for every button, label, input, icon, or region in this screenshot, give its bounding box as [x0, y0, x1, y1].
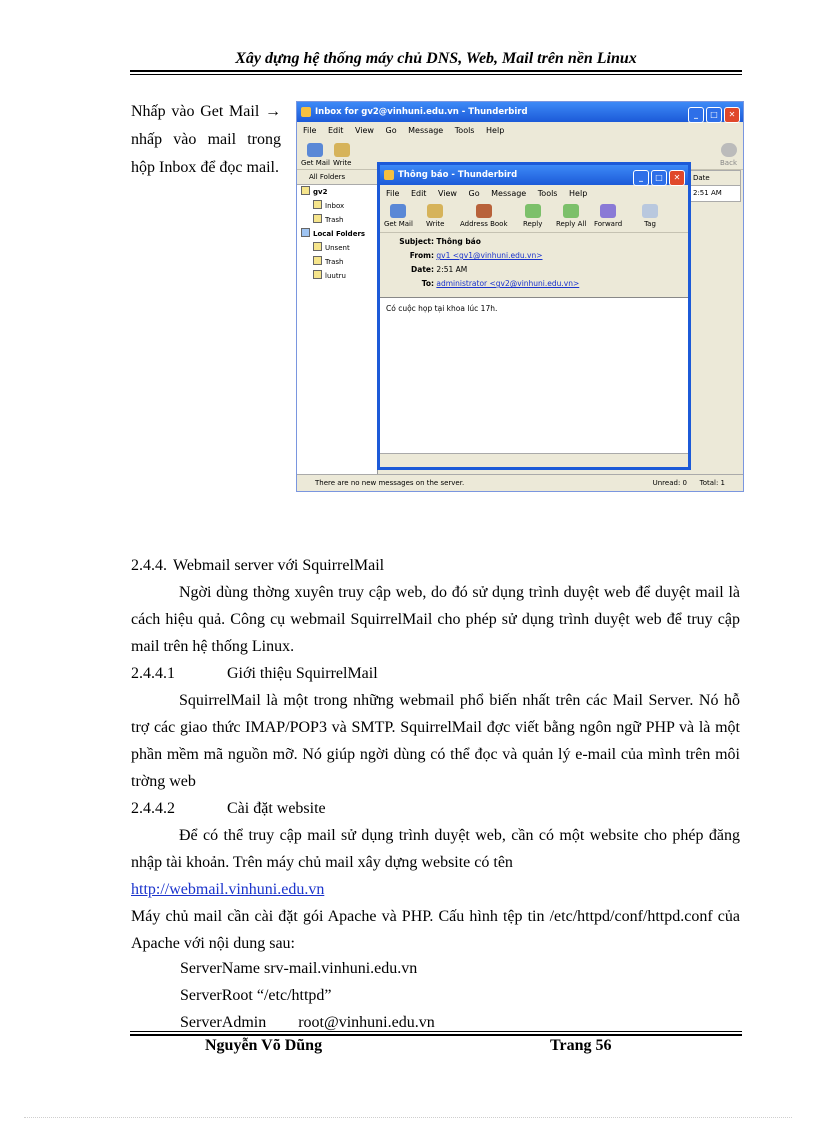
write-button[interactable]: Write [426, 204, 444, 228]
config-line-serveradmin: ServerAdmin root@vinhuni.edu.vn [180, 1014, 435, 1031]
get-mail-button[interactable]: Get Mail [384, 204, 413, 228]
reply-all-button[interactable]: Reply All [556, 204, 586, 228]
sub2-heading: 2.4.4.2 Cài đặt website [131, 800, 326, 817]
menu-edit[interactable]: Edit [410, 189, 427, 198]
subject-row: Subject: Thông báo [399, 237, 481, 246]
footer-author: Nguyễn Võ Dũng [205, 1037, 323, 1054]
menu-help[interactable]: Help [569, 189, 588, 198]
get-mail-icon [390, 204, 406, 218]
write-button[interactable]: Write [333, 143, 351, 167]
section-heading: 2.4.4. Webmail server với SquirrelMail [131, 557, 385, 574]
tag-button[interactable]: Tag [642, 204, 658, 228]
folder-inbox[interactable]: Inbox [297, 199, 377, 213]
sub2-paragraph2: Máy chủ mail cần cài đặt gói Apache và PHP. Cấu hình tệp tin /etc/httpd/conf/httpd.conf của Apache với nội dung sau: [131, 908, 740, 952]
footer-rule [130, 1031, 742, 1032]
forward-button[interactable]: Forward [594, 204, 622, 228]
webmail-link[interactable]: http://webmail.vinhuni.edu.vn [131, 881, 325, 898]
sub2-paragraph: Để có thể truy cập mail sử dụng trình duyệt web, cần có một website cho phép đăng nhập tài khoản. Trên máy chủ mail xây dựng website có tên [131, 827, 740, 871]
footer-page-number: Trang 56 [550, 1037, 612, 1054]
from-row: From: gv1 <gv1@vinhuni.edu.vn> [409, 251, 543, 260]
minimize-icon[interactable]: _ [688, 107, 704, 123]
menu-file[interactable]: File [386, 189, 400, 198]
message-window [377, 162, 691, 470]
folder-local-trash[interactable]: Trash [297, 255, 377, 269]
reply-button[interactable]: Reply [523, 204, 542, 228]
subject-value: Thông báo [436, 237, 481, 246]
get-mail-button[interactable]: Get Mail [301, 143, 330, 167]
from-link[interactable]: gv1 <gv1@vinhuni.edu.vn> [436, 251, 543, 260]
sub1-paragraph: SquirrelMail là một trong những webmail phổ biến nhất trên các Mail Server. Nó hỗ trợ các giao thức IMAP/POP3 và SMTP. SquirrelMail đợc viết bằng ngôn ngữ PHP và là một phần mềm mã nguồn mỡ. Nó giúp ngời dùng có thể đọc và quản lý e-mail của mình trên môi trờng web [131, 692, 740, 790]
webmail-link-line [131, 876, 740, 903]
menu-file[interactable]: File [303, 126, 317, 135]
folder-pane [297, 170, 378, 475]
thunderbird-screenshot [296, 101, 744, 492]
forward-icon [600, 204, 616, 218]
reply-all-icon [563, 204, 579, 218]
address-book-button[interactable]: Address Book [460, 204, 508, 228]
write-icon [334, 143, 350, 157]
maximize-icon[interactable]: □ [706, 107, 722, 123]
menu-view[interactable]: View [437, 189, 457, 198]
inner-status-bar [380, 453, 688, 467]
reply-icon [525, 204, 541, 218]
folder-gv2[interactable]: gv2 [297, 185, 377, 199]
date-cell: 2:51 AM [693, 189, 722, 197]
inner-title-bar [380, 165, 688, 185]
unread-count: Unread: 0 [652, 479, 687, 487]
menu-go[interactable]: Go [385, 126, 397, 135]
back-icon [721, 143, 737, 157]
menu-tools[interactable]: Tools [537, 189, 558, 198]
message-headers [380, 233, 688, 298]
menu-message[interactable]: Message [408, 126, 444, 135]
menu-tools[interactable]: Tools [454, 126, 475, 135]
close-icon[interactable]: ✕ [724, 107, 740, 123]
sub1-heading: 2.4.4.1 Giới thiệu SquirrelMail [131, 665, 378, 682]
config-line-servername: ServerName srv-mail.vinhuni.edu.vn [180, 960, 418, 977]
date-column-header[interactable]: Date [690, 171, 740, 186]
to-link[interactable]: administrator <gv2@vinhuni.edu.vn> [436, 279, 580, 288]
inner-menu-bar [380, 187, 688, 201]
outer-menu-bar [297, 124, 743, 138]
message-list-date-column [689, 170, 741, 202]
to-row: To: administrator <gv2@vinhuni.edu.vn> [421, 279, 580, 288]
outer-status-bar [297, 474, 743, 491]
header-rule [130, 70, 742, 72]
outer-title-bar [297, 102, 743, 122]
section-paragraph: Ngời dùng thờng xuyên truy cập web, do đó sử dụng trình duyệt web để duyệt mail là cách hiệu quả. Công cụ webmail SquirrelMail cho phép sử dụng trình duyệt web để truy cập mail trên hệ thống Linux. [131, 584, 740, 655]
outer-window-title: Inbox for gv2@vinhuni.edu.vn - Thunderbird [315, 107, 528, 117]
page-bottom-dotted-line [24, 1117, 792, 1118]
date-row: Date: 2:51 AM [411, 265, 468, 274]
address-book-icon [476, 204, 492, 218]
folder-unsent[interactable]: Unsent [297, 241, 377, 255]
minimize-icon[interactable]: _ [633, 170, 649, 186]
inner-toolbar [380, 202, 688, 233]
tag-icon [642, 204, 658, 218]
menu-help[interactable]: Help [486, 126, 505, 135]
folder-local[interactable]: Local Folders [297, 227, 377, 241]
thunderbird-icon [301, 107, 311, 117]
back-button[interactable]: Back [720, 143, 737, 167]
total-count: Total: 1 [699, 479, 725, 487]
menu-view[interactable]: View [354, 126, 374, 135]
maximize-icon[interactable]: □ [651, 170, 667, 186]
message-body: Có cuộc họp tại khoa lúc 17h. [380, 298, 688, 454]
intro-text: Nhấp vào Get Mail → nhấp vào mail trong hộp Inbox để đọc mail. [131, 103, 281, 176]
close-icon[interactable]: ✕ [669, 170, 685, 186]
status-message: There are no new messages on the server. [315, 479, 465, 487]
folder-trash[interactable]: Trash [297, 213, 377, 227]
folder-luutru[interactable]: luutru [297, 269, 377, 283]
config-line-serverroot: ServerRoot “/etc/httpd” [180, 987, 332, 1004]
menu-go[interactable]: Go [468, 189, 480, 198]
header-rule-thin [130, 74, 742, 75]
menu-message[interactable]: Message [491, 189, 527, 198]
footer-rule-thick [130, 1034, 742, 1036]
get-mail-icon [307, 143, 323, 157]
inner-window-title: Thông báo - Thunderbird [398, 170, 518, 180]
menu-edit[interactable]: Edit [327, 126, 344, 135]
page-header-title: Xây dựng hệ thống máy chủ DNS, Web, Mail trên nền Linux [235, 50, 637, 67]
thunderbird-icon [384, 170, 394, 180]
write-icon [427, 204, 443, 218]
folder-pane-header: All Folders [297, 170, 377, 185]
